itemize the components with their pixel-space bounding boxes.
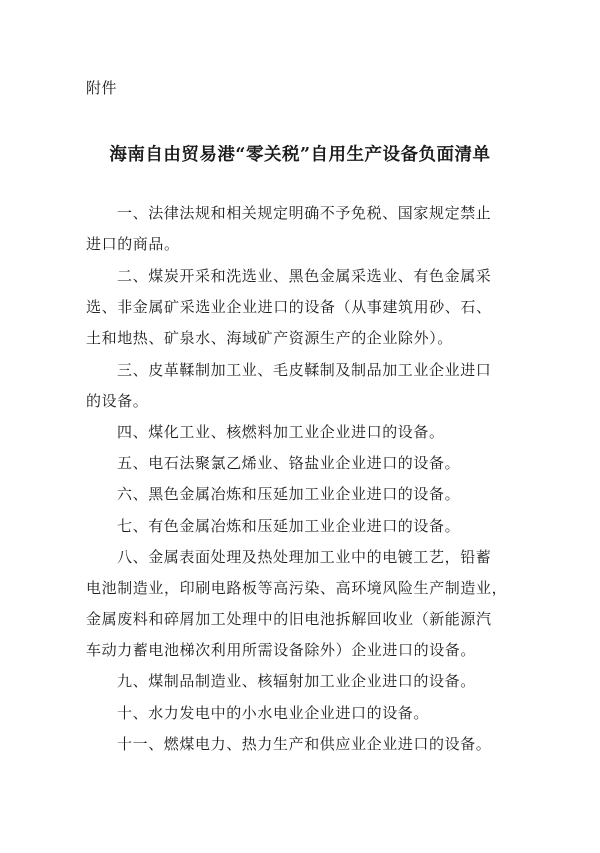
item-3-line-2: 的设备。 bbox=[86, 392, 149, 410]
item-9-line-1: 九、煤制品制造业、核辐射加工业企业进口的设备。 bbox=[117, 672, 476, 690]
document-title: 海南自由贸易港“零关税”自用生产设备负面清单 bbox=[109, 145, 491, 165]
item-2-line-3: 土和地热、矿泉水、海域矿产资源生产的企业除外）。 bbox=[86, 329, 453, 347]
item-2-line-1: 二、煤炭开采和洗选业、黑色金属采选业、有色金属采 bbox=[117, 267, 492, 285]
item-8-line-2: 电池制造业，印刷电路板等高污染、高环境风险生产制造业， bbox=[86, 579, 508, 597]
item-4-line-1: 四、煤化工业、核燃料加工业企业进口的设备。 bbox=[117, 423, 445, 441]
item-8-line-1: 八、金属表面处理及热处理加工业中的电镀工艺，铅蓄 bbox=[117, 548, 492, 566]
item-6-line-1: 六、黑色金属冶炼和压延加工业企业进口的设备。 bbox=[117, 485, 461, 503]
item-10-line-1: 十、水力发电中的小水电业企业进口的设备。 bbox=[117, 704, 430, 722]
item-1-line-1: 一、法律法规和相关规定明确不予免税、国家规定禁止 bbox=[117, 204, 492, 222]
item-7-line-1: 七、有色金属冶炼和压延加工业企业进口的设备。 bbox=[117, 517, 461, 535]
item-8-line-3: 金属废料和碎屑加工处理中的旧电池拆解回收业（新能源汽 bbox=[86, 610, 492, 628]
item-11-line-1: 十一、燃煤电力、热力生产和供应业企业进口的设备。 bbox=[117, 735, 492, 753]
item-1-line-2: 进口的商品。 bbox=[86, 235, 180, 253]
item-8-line-4: 车动力蓄电池梯次利用所需设备除外）企业进口的设备。 bbox=[86, 641, 477, 659]
item-2-line-2: 选、非金属矿采选业企业进口的设备（从事建筑用砂、石、 bbox=[86, 298, 492, 316]
item-5-line-1: 五、电石法聚氯乙烯业、铬盐业企业进口的设备。 bbox=[117, 454, 461, 472]
attachment-label: 附件 bbox=[86, 79, 118, 97]
item-3-line-1: 三、皮革鞣制加工业、毛皮鞣制及制品加工业企业进口 bbox=[117, 361, 492, 379]
